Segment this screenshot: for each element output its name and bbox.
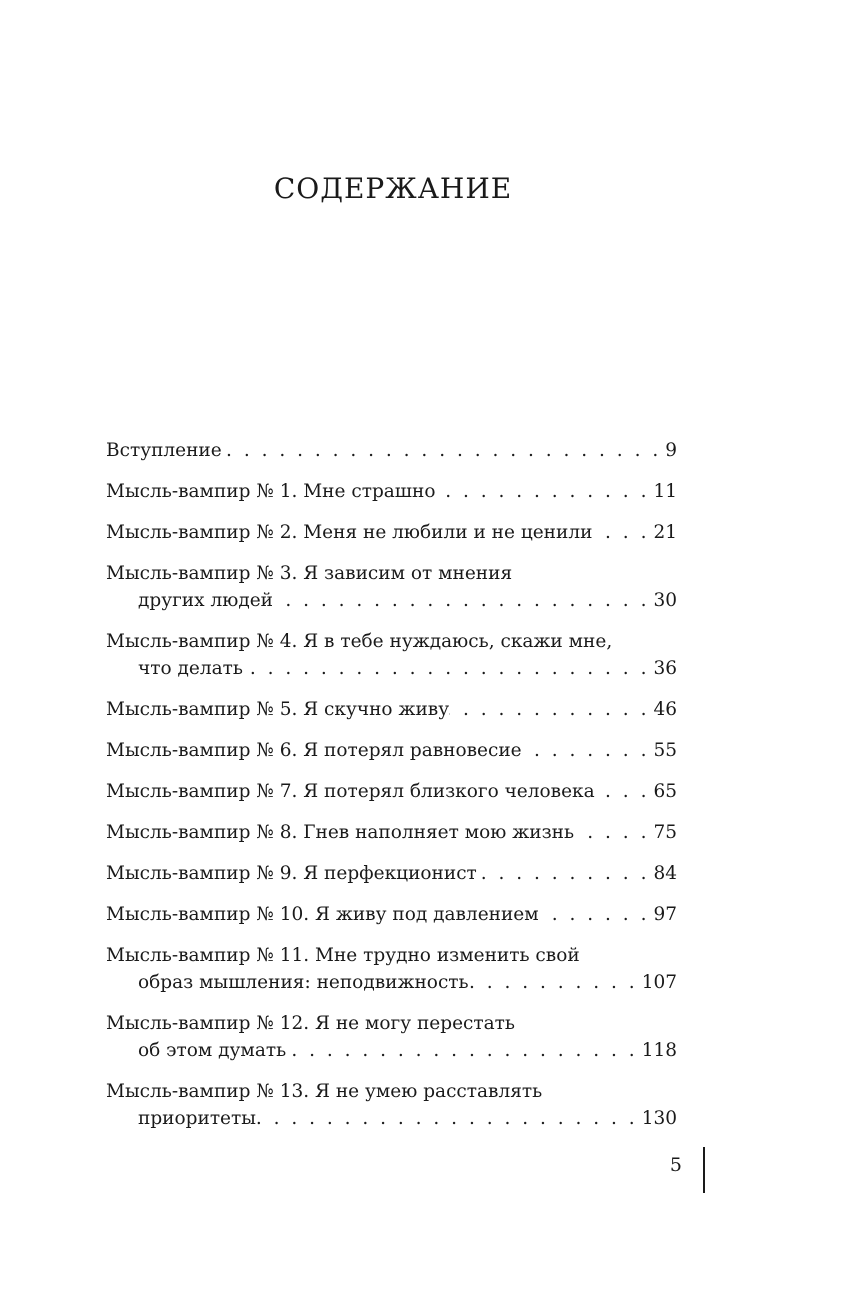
toc-page-number: 36 [653,658,677,679]
toc-line [106,1105,677,1132]
toc-entry-title: Мысль-вампир № 7. Я потерял близкого человека [106,781,595,802]
toc-page-number: 107 [641,972,677,993]
toc-entry-title: Мысль-вампир № 1. Мне страшно [106,481,436,502]
dot-leader [256,1105,642,1132]
toc-line [106,696,677,723]
edge-rule [703,1147,705,1193]
toc-entry [106,1078,677,1132]
toc-entry [106,1010,677,1064]
toc-entry-title: что делать [138,658,243,679]
dot-leader [539,901,654,928]
toc-entry-title-first-line: Мысль-вампир № 12. Я не могу перестать [106,1013,515,1034]
toc-line [106,519,677,546]
toc-line [106,655,677,682]
toc-page-number: 75 [653,822,677,843]
toc-entry-title: Мысль-вампир № 2. Меня не любили и не ценили [106,522,593,543]
toc-line [106,1037,677,1064]
toc-entry-title-first-line: Мысль-вампир № 4. Я в тебе нуждаюсь, скажи мне, [106,631,613,652]
dot-leader [286,1037,642,1064]
dot-leader [522,737,654,764]
dot-leader [273,587,653,614]
toc-entry [106,737,677,764]
dot-leader [595,778,654,805]
toc-entry [106,519,677,546]
toc-line [106,737,677,764]
toc-entry [106,860,677,887]
toc-page-number: 118 [641,1040,677,1061]
toc-page-number: 21 [653,522,677,543]
toc-line [106,778,677,805]
dot-leader [222,437,666,464]
toc-entry [106,437,677,464]
toc-entry [106,901,677,928]
dot-leader [592,519,653,546]
toc-entry-title: об этом думать [138,1040,287,1061]
toc-entry [106,478,677,505]
toc-entry-title: Мысль-вампир № 8. Гнев наполняет мою жизнь [106,822,575,843]
toc-entry [106,942,677,996]
toc-page-number: 84 [653,863,677,884]
toc-page-number: 65 [653,781,677,802]
toc-entry-title: Вступление [106,440,222,461]
toc-entry [106,696,677,723]
toc-line [106,819,677,846]
dot-leader [243,655,654,682]
toc-page-number: 9 [665,440,677,461]
page-number: 5 [669,1154,682,1176]
toc-page-number: 30 [653,590,677,611]
dot-leader [574,819,653,846]
dot-leader [449,696,653,723]
page-title: СОДЕРЖАНИЕ [273,172,513,205]
dot-leader [477,860,654,887]
toc-entry-title: образ мышления: неподвижность [138,972,469,993]
toc-entry-title: Мысль-вампир № 9. Я перфекционист [106,863,477,884]
toc-entry [106,778,677,805]
toc-entry [106,819,677,846]
toc-line [106,478,677,505]
toc-line [106,901,677,928]
toc-entry [106,560,677,614]
toc-entry-title: Мысль-вампир № 10. Я живу под давлением [106,904,539,925]
dot-leader [469,969,642,996]
toc-entry-title: других людей [138,590,273,611]
toc-entry-title-first-line: Мысль-вампир № 11. Мне трудно изменить свой [106,945,580,966]
toc-line [106,969,677,996]
toc-line [106,437,677,464]
dot-leader [435,478,653,505]
toc-page-number: 130 [641,1108,677,1129]
toc-entry-title-first-line: Мысль-вампир № 13. Я не умею расставлять [106,1081,543,1102]
toc-entry-title: приоритеты [138,1108,256,1129]
table-of-contents [106,437,677,1146]
toc-entry-title-first-line: Мысль-вампир № 3. Я зависим от мнения [106,563,513,584]
toc-page-number: 46 [653,699,677,720]
toc-line [106,860,677,887]
toc-entry-title: Мысль-вампир № 6. Я потерял равновесие [106,740,522,761]
toc-entry-title: Мысль-вампир № 5. Я скучно живу [106,699,450,720]
toc-entry [106,628,677,682]
toc-page-number: 55 [653,740,677,761]
toc-page-number: 11 [653,481,677,502]
toc-page-number: 97 [653,904,677,925]
toc-line [106,587,677,614]
